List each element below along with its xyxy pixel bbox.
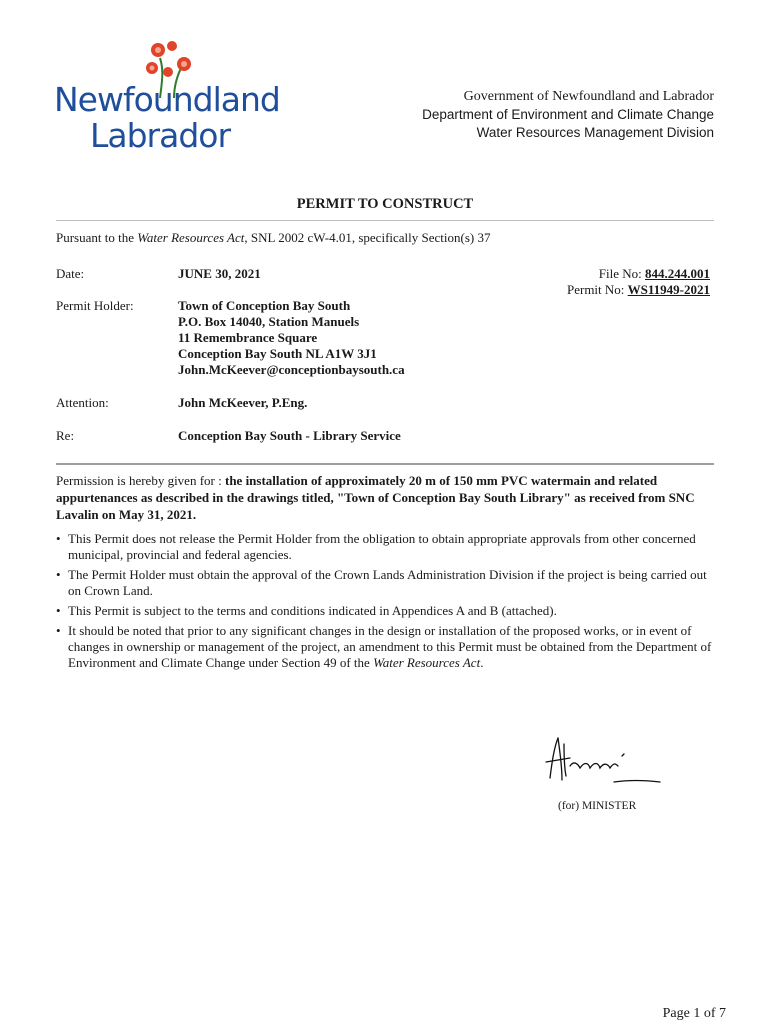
condition-act: Water Resources Act — [373, 655, 481, 670]
holder-street: 11 Remembrance Square — [178, 330, 318, 345]
file-number-label: File No: — [598, 266, 645, 281]
permit-number-label: Permit No: — [566, 282, 628, 297]
condition-item — [56, 531, 718, 563]
division-name: Water Resources Management Division — [476, 125, 714, 140]
pursuant-prefix: Pursuant to the — [56, 230, 138, 245]
condition-text: It should be noted that prior to any significant changes in the design or installation of the proposed works, or in event of changes in ownership or management of the project, an amendment to this Permit must be obtained from the Department of Environment and Climate Change under Section 49 of the — [68, 623, 712, 670]
government-name: Government of Newfoundland and Labrador — [463, 89, 714, 104]
re-value: Conception Bay South - Library Service — [178, 428, 401, 443]
condition-text-end: . — [480, 655, 484, 670]
condition-text: This Permit does not release the Permit Holder from the obligation to obtain appropriate approvals from other concerned municipal, provincial and federal agencies. — [68, 531, 696, 562]
page-number: Page 1 of 7 — [662, 1006, 726, 1021]
nl-logo — [52, 38, 280, 158]
condition-text: This Permit is subject to the terms and conditions indicated in Appendices A and B (attached). — [68, 603, 557, 618]
document-title: PERMIT TO CONSTRUCT — [296, 196, 474, 212]
pursuant-act: Water Resources Act — [137, 230, 245, 245]
holder-name: Town of Conception Bay South — [178, 298, 351, 313]
conditions-list — [56, 531, 718, 675]
pursuant-statement — [56, 230, 490, 246]
file-reference-block — [567, 266, 710, 298]
condition-item — [56, 603, 718, 619]
holder-city: Conception Bay South NL A1W 3J1 — [178, 346, 377, 361]
permit-number-line — [567, 282, 710, 298]
attention-value: John McKeever, P.Eng. — [178, 395, 308, 410]
pursuant-suffix: , SNL 2002 cW-4.01, specifically Section(s) 37 — [244, 230, 491, 245]
condition-text: The Permit Holder must obtain the approval of the Crown Lands Administration Division if the project is being carried out on Crown Land. — [68, 567, 707, 598]
permission-lead: Permission is hereby given for : — [56, 473, 225, 488]
holder-po-box: P.O. Box 14040, Station Manuels — [178, 314, 360, 329]
details-divider — [56, 463, 714, 465]
attention-label: Attention: — [56, 395, 109, 410]
file-number-line — [567, 266, 710, 282]
permit-holder-label: Permit Holder: — [56, 298, 134, 313]
condition-item — [56, 623, 718, 671]
logo-wordmark-newfoundland: Newfoundland — [54, 80, 280, 119]
holder-email: John.McKeever@conceptionbaysouth.ca — [178, 362, 405, 377]
letterhead — [422, 88, 714, 142]
department-name: Department of Environment and Climate Change — [422, 107, 714, 122]
logo-wordmark-labrador: Labrador — [90, 116, 231, 155]
permission-statement — [56, 472, 718, 523]
condition-item — [56, 567, 718, 599]
permit-holder-address — [178, 298, 405, 378]
minister-signature — [540, 732, 670, 788]
signature-caption: (for) MINISTER — [558, 800, 637, 812]
permit-number: WS11949-2021 — [627, 282, 710, 297]
file-number: 844.244.001 — [645, 266, 710, 281]
date-label: Date: — [56, 266, 85, 281]
permission-text: the installation of approximately 20 m of 150 mm PVC watermain and related appurtenances as described in the drawings titled, "Town of Conception Bay South Library" as received from SNC Lavalin on May 31, 2021. — [56, 473, 695, 522]
re-label: Re: — [56, 428, 75, 443]
date-value: JUNE 30, 2021 — [178, 266, 261, 281]
title-divider — [56, 220, 714, 221]
